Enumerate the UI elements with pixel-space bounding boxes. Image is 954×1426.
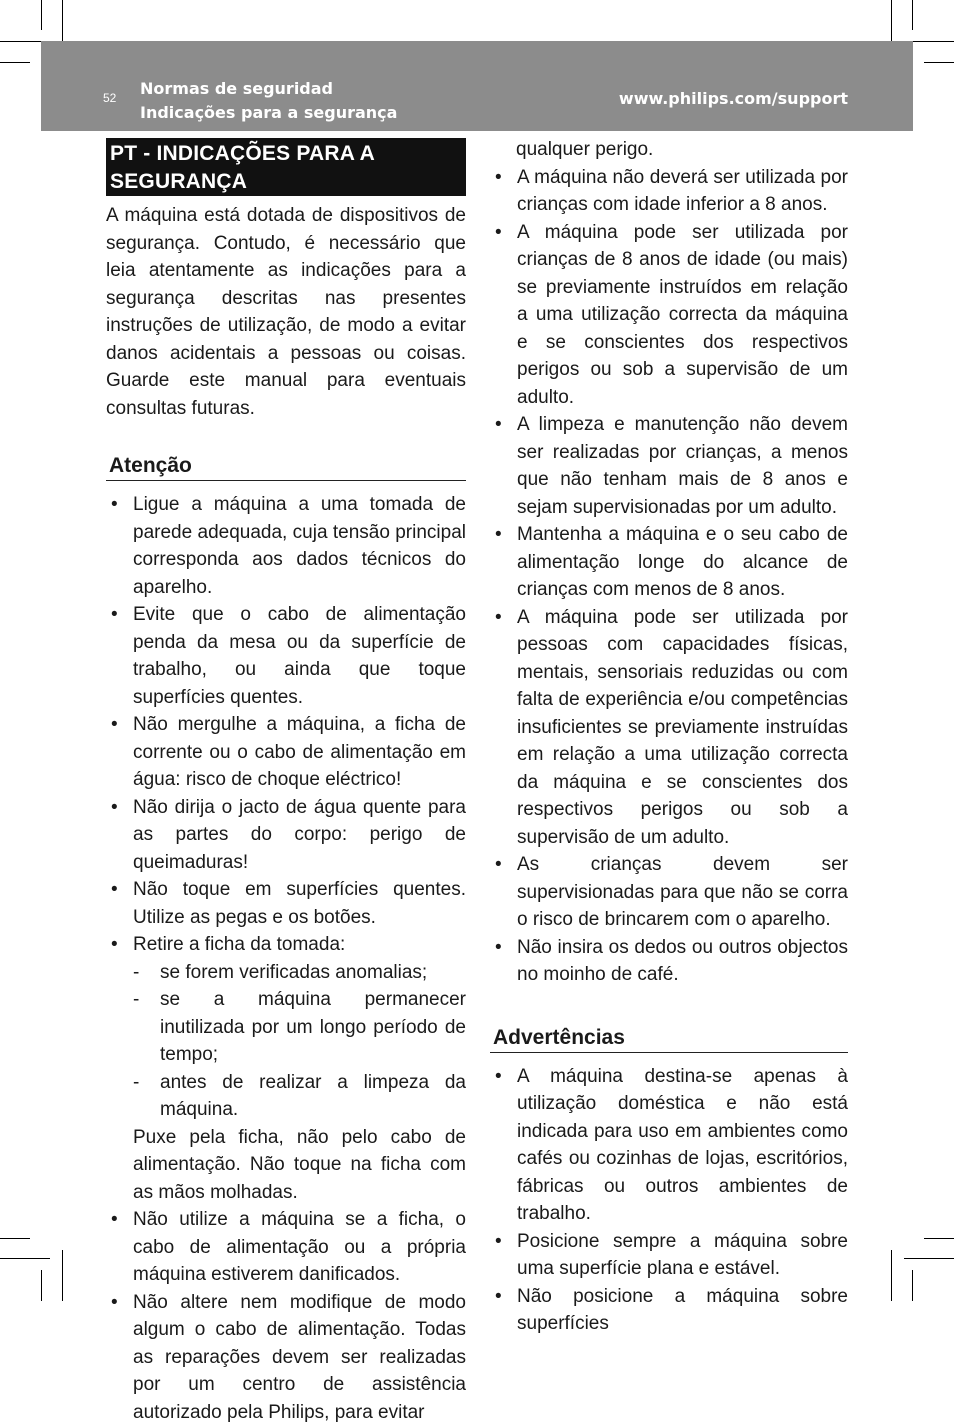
support-url: www.philips.com/support xyxy=(619,89,848,108)
bullet: • xyxy=(495,411,502,439)
header-bar xyxy=(41,41,913,131)
list-item: • Não toque em superfícies quentes. Utilize as pegas e os botões. xyxy=(106,876,466,931)
crop-mark xyxy=(41,1270,42,1301)
list-item: • A limpeza e manutenção não devem ser realizadas por crianças, a menos que não tenham mais de 8 anos e sejam supervisionadas por um adulto. xyxy=(490,411,848,521)
sub-list-item: - antes de realizar a limpeza da máquina. xyxy=(133,1069,466,1124)
bullet: • xyxy=(495,851,502,879)
list-item: • Não posicione a máquina sobre superfícies xyxy=(490,1283,848,1338)
bullet: • xyxy=(111,1289,118,1317)
list-item: • Não insira os dedos ou outros objectos no moinho de café. xyxy=(490,934,848,989)
bullet: • xyxy=(111,601,118,629)
bullet: • xyxy=(111,491,118,519)
list-item: • Não mergulhe a máquina, a ficha de corrente ou o cabo de alimentação em água: risco de choque eléctrico! xyxy=(106,711,466,794)
crop-mark xyxy=(904,1258,954,1259)
list-item: • Posicione sempre a máquina sobre uma superfície plana e estável. xyxy=(490,1228,848,1283)
dash: - xyxy=(133,1069,139,1097)
crop-mark xyxy=(912,0,913,30)
crop-mark xyxy=(0,1238,30,1239)
crop-mark xyxy=(912,1270,913,1301)
list-item: • Não utilize a máquina se a ficha, o cabo de alimentação ou a própria máquina estiverem danificados. xyxy=(106,1206,466,1289)
atencao-heading: Atenção xyxy=(106,452,466,481)
bullet: • xyxy=(495,1228,502,1256)
dash: - xyxy=(133,986,139,1014)
section-title: PT - INDICAÇÕES PARA A SEGURANÇA xyxy=(106,138,466,196)
crop-mark xyxy=(924,1238,954,1239)
atencao-list xyxy=(106,491,466,1426)
sub-list xyxy=(133,959,466,1124)
list-item: • A máquina destina-se apenas à utilização doméstica e não está indicada para uso em ambientes como cafés ou cozinhas de lojas, escritórios, fábricas ou outros ambientes de trabalho. xyxy=(490,1063,848,1228)
bullet: • xyxy=(111,931,118,959)
sub-list-item: - se forem verificadas anomalias; xyxy=(133,959,466,987)
crop-mark xyxy=(891,1250,892,1301)
crop-mark xyxy=(0,62,30,63)
dash: - xyxy=(133,959,139,987)
list-item: • A máquina pode ser utilizada por pessoas com capacidades físicas, mentais, sensoriais reduzidas ou com falta de experiência e/ou competências insuficientes se previamente instruídas em relação a uma utilização correcta da máquina e se conscientes dos respectivos perigos ou sob a supervisão de um adulto. xyxy=(490,604,848,852)
list-item: • Evite que o cabo de alimentação penda da mesa ou da superfície de trabalho, ou ainda que toque superfícies quentes. xyxy=(106,601,466,711)
plug-note: Puxe pela ficha, não pelo cabo de alimentação. Não toque na ficha com as mãos molhadas. xyxy=(133,1124,466,1207)
crop-mark xyxy=(62,1250,63,1301)
header-title-es: Normas de seguridad xyxy=(140,79,333,98)
header-title-pt: Indicações para a segurança xyxy=(140,103,397,122)
crop-mark xyxy=(0,1258,50,1259)
left-column xyxy=(106,136,466,1426)
bullet: • xyxy=(495,934,502,962)
bullet: • xyxy=(495,164,502,192)
advertencias-heading: Advertências xyxy=(490,1024,848,1053)
right-column xyxy=(490,136,848,1338)
list-item: • Não dirija o jacto de água quente para as partes do corpo: perigo de queimaduras! xyxy=(106,794,466,877)
bullet: • xyxy=(111,876,118,904)
crop-mark xyxy=(924,62,954,63)
list-item: • A máquina não deverá ser utilizada por crianças com idade inferior a 8 anos. xyxy=(490,164,848,219)
advertencias-list xyxy=(490,1063,848,1338)
bullet: • xyxy=(495,1283,502,1311)
bullet: • xyxy=(495,219,502,247)
page-number: 52 xyxy=(103,91,116,105)
intro-paragraph: A máquina está dotada de dispositivos de segurança. Contudo, é necessário que leia atentamente as indicações para a segurança descritas nas presentes instruções de utilização, de modo a evitar danos acidentais a pessoas ou coisas. Guarde este manual para eventuais consultas futuras. xyxy=(106,202,466,422)
bullet: • xyxy=(111,1206,118,1234)
list-item: • Retire a ficha da tomada: - se forem verificadas anomalias; - se a máquina permanecer inutilizada por um longo período de tempo; - antes de realizar a limpeza da máquina. Puxe pela ficha, não pelo cabo de alimentação. Não toque na ficha com as mãos molhadas. xyxy=(106,931,466,1206)
list-item: • Ligue a máquina a uma tomada de parede adequada, cuja tensão principal corresponda aos dados técnicos do aparelho. xyxy=(106,491,466,601)
bullet: • xyxy=(495,521,502,549)
sub-list-item: - se a máquina permanecer inutilizada por um longo período de tempo; xyxy=(133,986,466,1069)
list-item: • A máquina pode ser utilizada por crianças de 8 anos de idade (ou mais) se previamente instruídos em relação a uma utilização correcta da máquina e se conscientes dos respectivos perigos ou sob a supervisão de um adulto. xyxy=(490,219,848,412)
crop-mark xyxy=(41,0,42,30)
bullet: • xyxy=(111,794,118,822)
bullet: • xyxy=(111,711,118,739)
list-item: • Não altere nem modifique de modo algum o cabo de alimentação. Todas as reparações devem ser realizadas por um centro de assistência autorizado pela Philips, para evitar xyxy=(106,1289,466,1426)
bullet: • xyxy=(495,1063,502,1091)
list-item: • Mantenha a máquina e o seu cabo de alimentação longe do alcance de crianças com menos de 8 anos. xyxy=(490,521,848,604)
bullet: • xyxy=(495,604,502,632)
list-item: • As crianças devem ser supervisionadas para que não se corra o risco de brincarem com o aparelho. xyxy=(490,851,848,934)
continued-text: qualquer perigo. xyxy=(490,136,848,164)
atencao-list-continued xyxy=(490,164,848,989)
